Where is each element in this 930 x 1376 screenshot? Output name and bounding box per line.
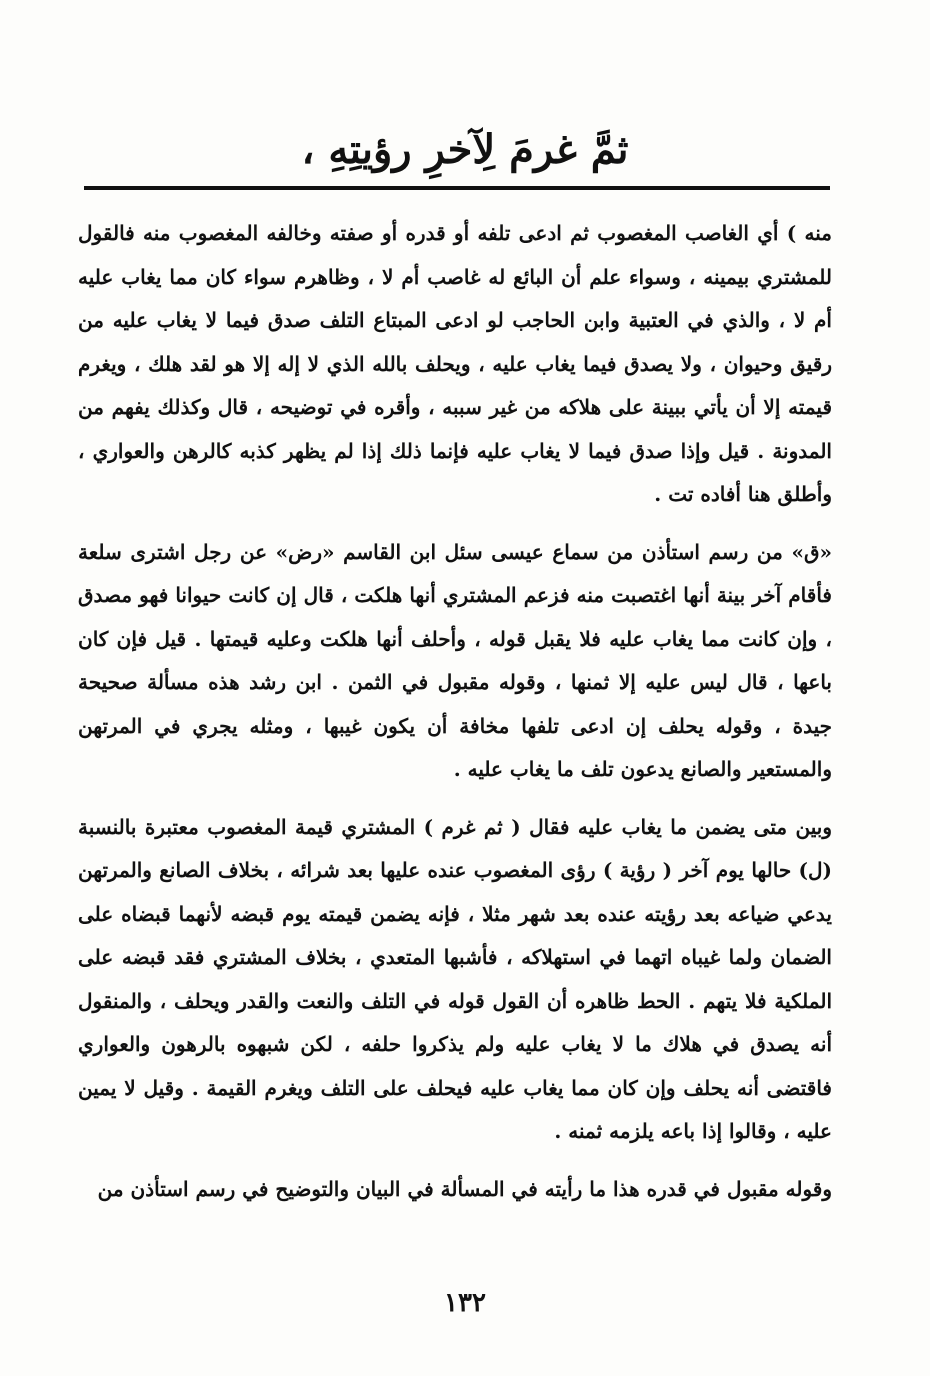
page-header-title: ثمَّ غرمَ لِآخرِ رؤيتِهِ ، bbox=[301, 126, 629, 173]
paragraph-3: وبين متى يضمن ما يغاب عليه فقال ( ثم غرم ) المشتري قيمة المغصوب معتبرة بالنسبة (ل) حالها يوم آخر ( رؤية ) رؤى المغصوب عنده عليها بعد شرائه ، بخلاف الصانع والمرتهن يدعي ضياعه بعد رؤيته عنده بعد شهر مثلا ، فإنه يضمن قيمته يوم قبضه لأنهما قبضاه على الضمان ولما غيباه اتهما في استهلاكه ، فأشبها المتعدي ، بخلاف المشتري فقد قبضه على الملكية فلا يتهم . الحط ظاهره أن القول قوله في التلف والنعت والقدر ويحلف ، والمنقول أنه يصدق في هلاك ما لا يغاب عليه ولم يذكروا حلفه ، لكن شبهوه بالرهون والعواري فاقتضى أنه يحلف وإن كان مما يغاب عليه فيحلف على التلف ويغرم القيمة . وقيل لا يمين عليه ، وقالوا إذا باعه يلزمه ثمنه . bbox=[78, 814, 832, 1143]
body-text bbox=[78, 212, 832, 1211]
paragraph-4: وقوله مقبول في قدره هذا ما رأيته في المسألة في البيان والتوضيح في رسم استأذن من bbox=[97, 1176, 832, 1201]
header-divider bbox=[84, 186, 830, 190]
page-number: ١٣٢ bbox=[444, 1288, 486, 1318]
paragraph-2: «ق» من رسم استأذن من سماع عيسى سئل ابن القاسم «رض» عن رجل اشترى سلعة فأقام آخر بينة أنها اغتصبت منه فزعم المشتري أنها هلكت ، قال إن كانت حيوانا فهو مصدق ، وإن كانت مما يغاب عليه فلا يقبل قوله ، وأحلف أنها هلكت وعليه قيمتها . قيل فإن كان باعها ، قال ليس عليه إلا ثمنها ، وقوله مقبول في الثمن . ابن رشد هذه مسألة صحيحة جيدة ، وقوله يحلف إن ادعى تلفها مخافة أن يكون غيبها ، ومثله يجري في المرتهن والمستعير والصانع يدعون تلف ما يغاب عليه . bbox=[78, 539, 832, 781]
paragraph-1: منه ) أي الغاصب المغصوب ثم ادعى تلفه أو قدره أو صفته وخالفه المغصوب منه فالقول للمشتري بيمينه ، وسواء علم أن البائع له غاصب أم لا ، وظاهرم سواء كان مما يغاب عليه أم لا ، والذي في العتبية وابن الحاجب لو ادعى المبتاع التلف صدق فيما لا يغاب عليه من رقيق وحيوان ، ولا يصدق فيما يغاب عليه ، ويحلف بالله الذي لا إله إلا هو لقد هلك ، ويغرم قيمته إلا أن يأتي ببينة على هلاكه من غير سببه ، وأقره في توضيحه ، قال وكذلك يفهم من المدونة . قيل وإذا صدق فيما لا يغاب عليه فإنما ذلك إذا لم يظهر كذبه كالرهن والعواري ، وأطلق هنا أفاده تت . bbox=[78, 221, 833, 506]
